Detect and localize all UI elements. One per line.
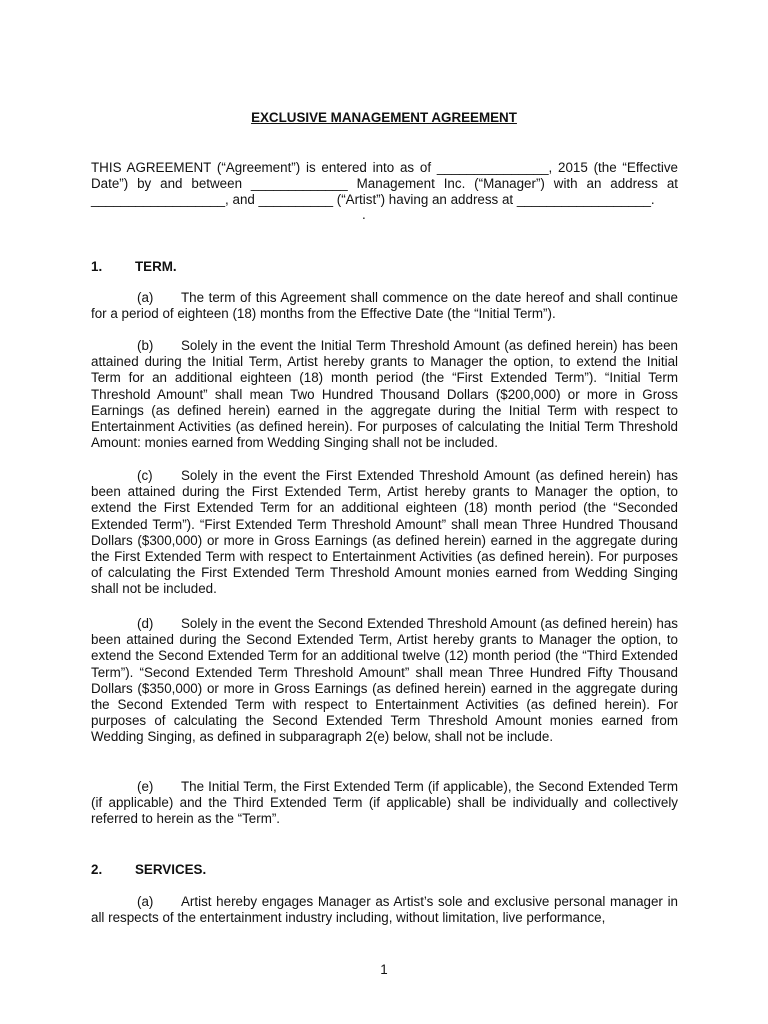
intro-paragraph: THIS AGREEMENT (“Agreement”) is entered into as of _______________, 2015 (the “Effective Date”) by and between _____________ Management Inc. (“Manager”) with an address at __________________, and __________ (“Artist”) having an address at __________________. xyxy=(91,160,678,208)
paragraph-1a xyxy=(91,290,678,322)
paragraph-text: Solely in the event the First Extended Threshold Amount (as defined herein) has been attained during the First Extended Term, Artist hereby grants to Manager the option, to extend the First Extended Term for an additional eighteen (18) month period (the “Seconded Extended Term”). “First Extended Term Threshold Amount” shall mean Three Hundred Thousand Dollars ($300,000) or more in Gross Earnings (as defined herein) earned in the aggregate during the First Extended Term with respect to Entertainment Activities (as defined herein). For purposes of calculating the First Extended Term Threshold Amount monies earned from Wedding Singing shall not be included. xyxy=(91,468,678,597)
paragraph-1d xyxy=(91,616,678,746)
section-1-heading xyxy=(91,259,177,275)
page-number: 1 xyxy=(380,962,388,977)
paragraph-text: The term of this Agreement shall commence on the date hereof and shall continue for a period of eighteen (18) months from the Effective Date (the “Initial Term”). xyxy=(91,290,678,322)
paragraph-1e xyxy=(91,779,678,828)
paragraph-text: Solely in the event the Initial Term Threshold Amount (as defined herein) has been attained during the Initial Term, Artist hereby grants to Manager the option, to extend the Initial Term for an additional eighteen (18) month period (the “First Extended Term”). “Initial Term Threshold Amount” shall mean Two Hundred Thousand Dollars ($200,000) or more in Gross Earnings (as defined herein) earned in the aggregate during the Initial Term with respect to Entertainment Activities (as defined herein). For purposes of calculating the Initial Term Threshold Amount: monies earned from Wedding Singing shall not be included. xyxy=(91,338,678,451)
paragraph-text: Artist hereby engages Manager as Artist’s sole and exclusive personal manager in all respects of the entertainment industry including, without limitation, live performance, xyxy=(91,894,678,926)
paragraph-1c xyxy=(91,468,678,598)
paragraph-2a xyxy=(91,894,678,926)
paragraph-text: The Initial Term, the First Extended Term (if applicable), the Second Extended Term (if applicable) and the Third Extended Term (if applicable) shall be individually and collectively referred to herein as the “Term”. xyxy=(91,779,678,827)
section-number: 1. xyxy=(91,259,103,274)
paragraph-label: (a) xyxy=(137,894,154,909)
section-title: TERM. xyxy=(135,259,177,274)
paragraph-label: (a) xyxy=(137,290,154,305)
paragraph-label: (d) xyxy=(137,616,154,631)
paragraph-label: (b) xyxy=(137,338,154,353)
paragraph-1b xyxy=(91,338,678,451)
intro-trailing-dot: . xyxy=(362,207,366,222)
paragraph-label: (e) xyxy=(137,779,154,794)
paragraph-label: (c) xyxy=(137,468,153,483)
section-number: 2. xyxy=(91,862,103,877)
section-title: SERVICES. xyxy=(135,862,207,877)
paragraph-text: Solely in the event the Second Extended Threshold Amount (as defined herein) has been attained during the Second Extended Term, Artist hereby grants to Manager the option, to extend the Second Extended Term for an additional twelve (12) month period (the “Third Extended Term”). “Second Extended Term Threshold Amount” shall mean Three Hundred Fifty Thousand Dollars ($350,000) or more in Gross Earnings (as defined herein) earned in the aggregate during the Second Extended Term with respect to Entertainment Activities (as defined herein). For purposes of calculating the Second Extended Term Threshold Amount monies earned from Wedding Singing, as defined in subparagraph 2(e) below, shall not be include. xyxy=(91,616,678,745)
document-title: EXCLUSIVE MANAGEMENT AGREEMENT xyxy=(251,110,517,125)
section-2-heading xyxy=(91,862,206,878)
